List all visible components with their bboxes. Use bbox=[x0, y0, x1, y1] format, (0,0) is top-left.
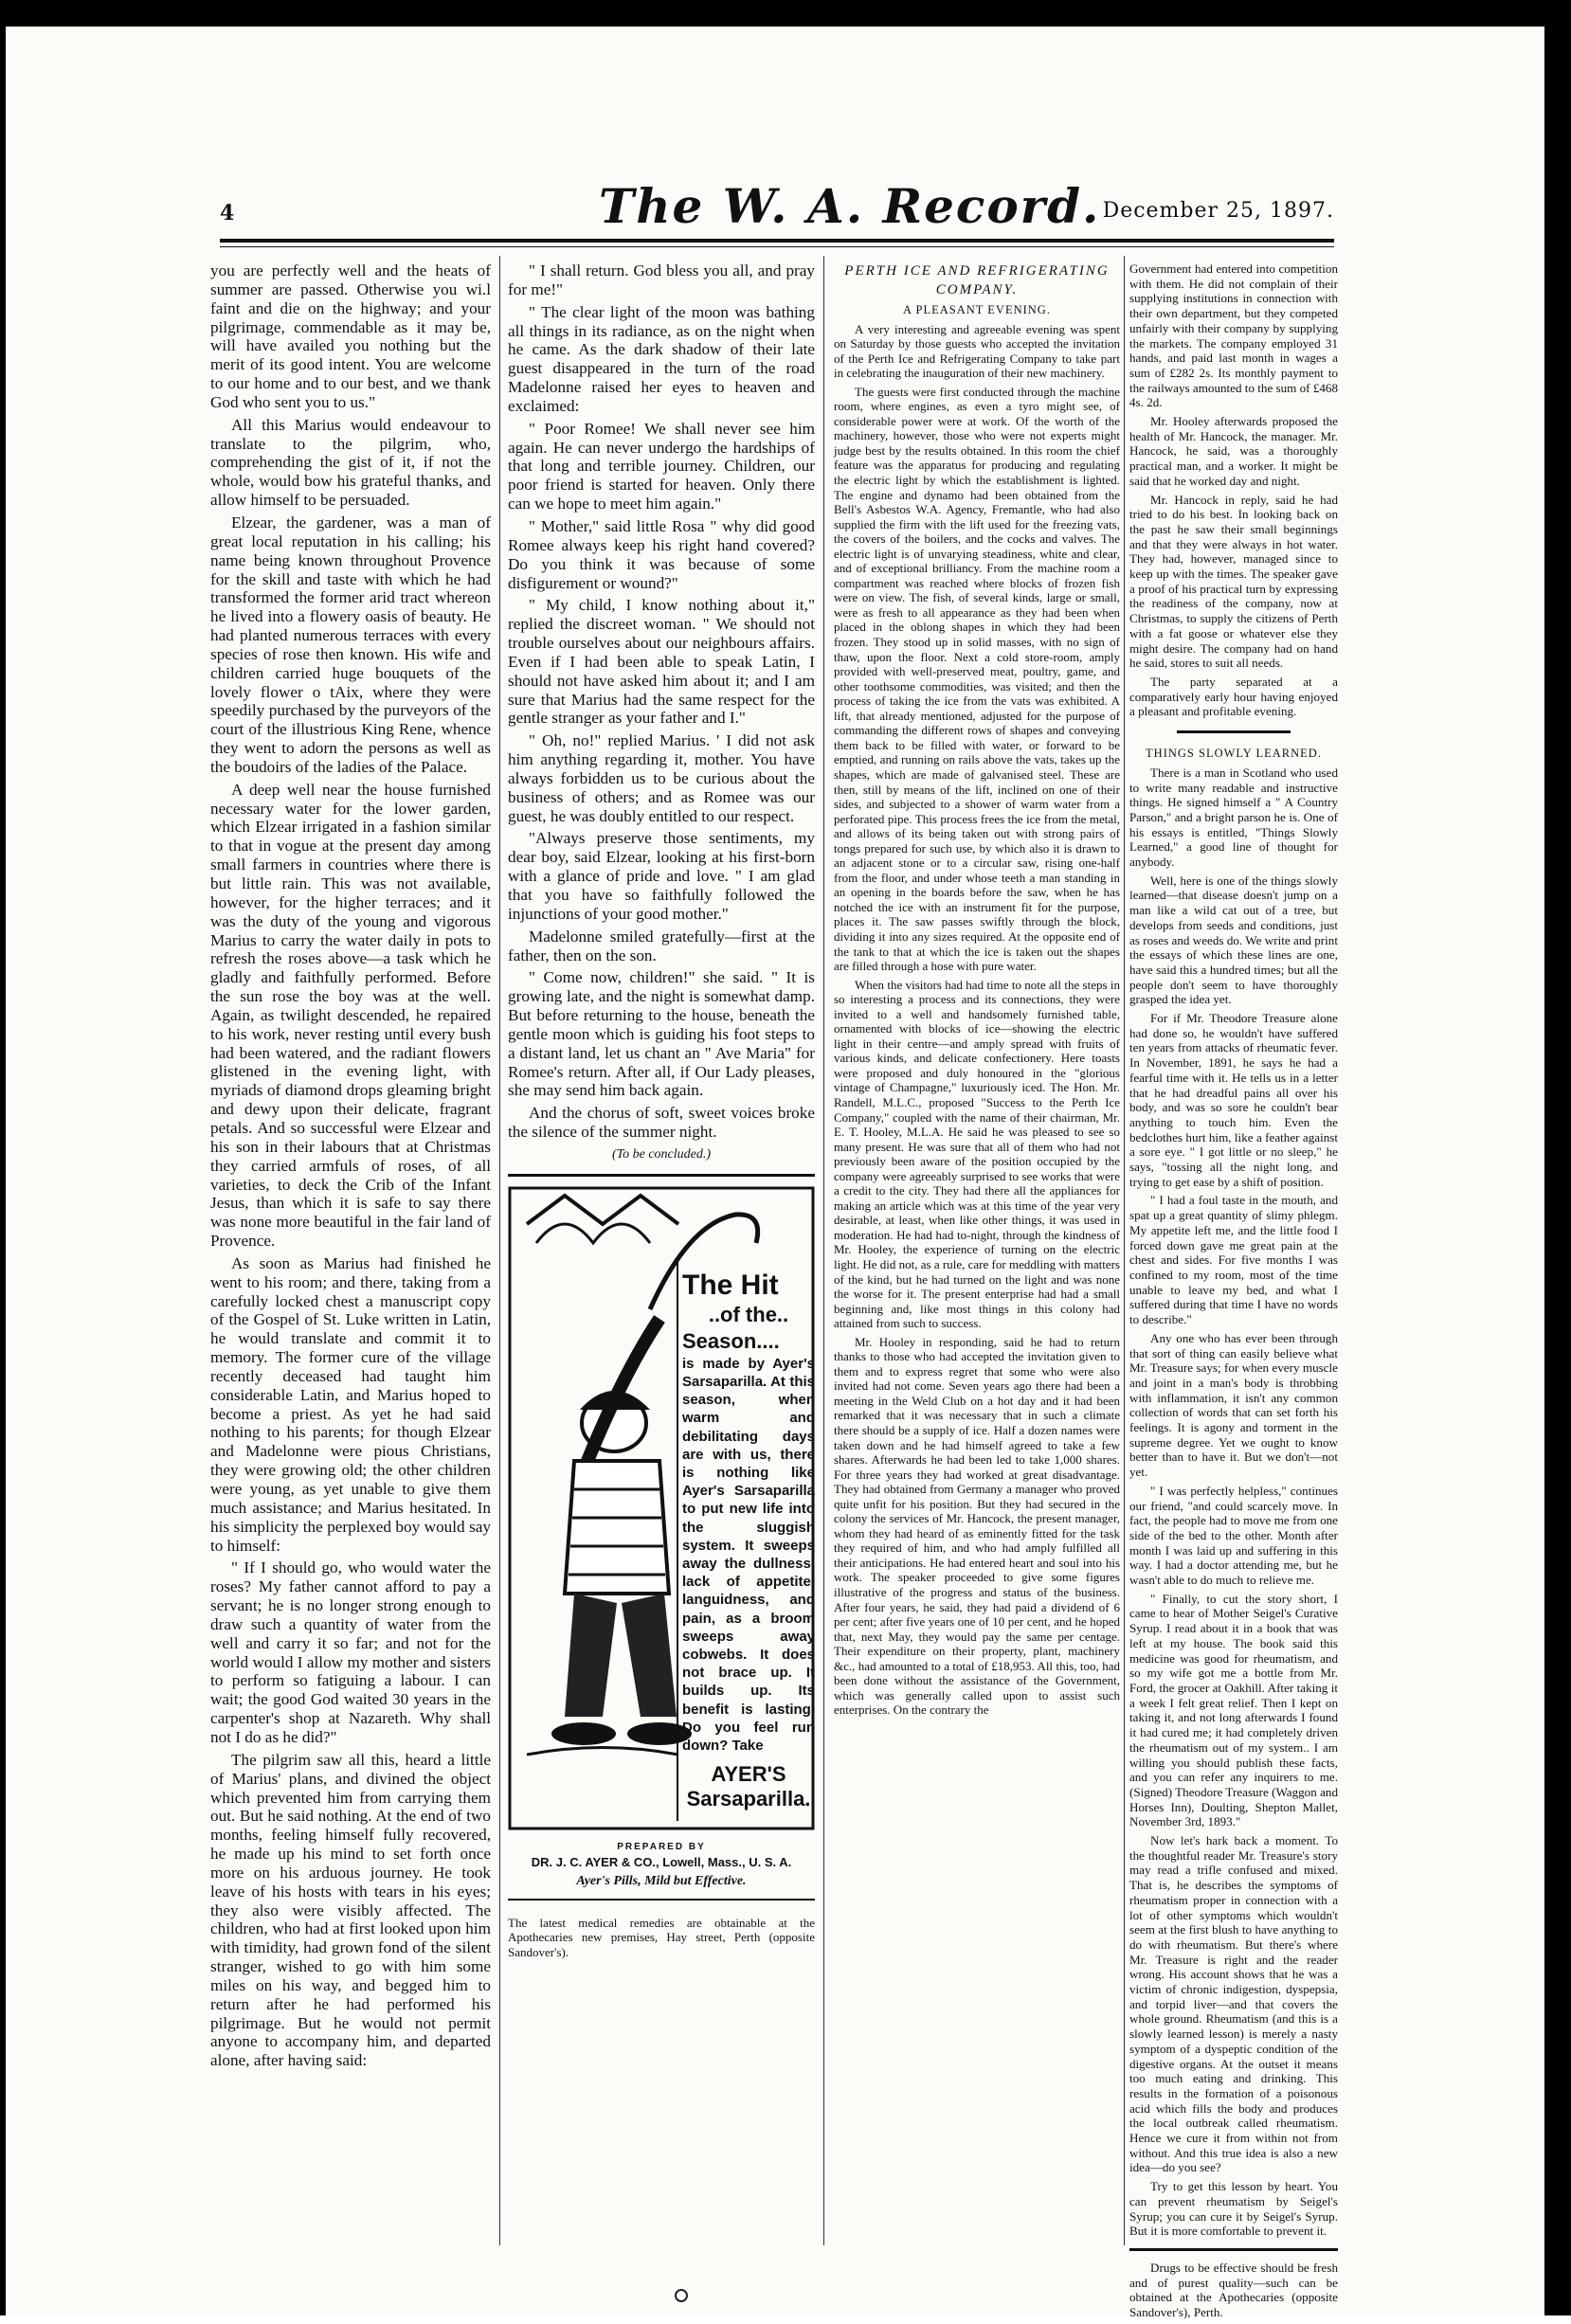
paragraph: " If I should go, who would water the roses? My father cannot afford to pay a servant; he is no longer strong enough to draw such a quantity of water from the well and carry it so far; and not for the world would I allow my mother and sisters to perform so fatiguing a labour. I can wait; the good God waited 30 years in the carpenter's shop at Nazareth. Why shall not I do as he did?" bbox=[210, 1558, 491, 1746]
paragraph: " Come now, children!" she said. " It is growing late, and the night is somewhat damp. But before returning to the house, beneath the gentle moon which is guiding his foot steps to a distant land, let us chant an " Ave Maria" for Romee's return. After all, if Our Lady pleases, she may send him back again. bbox=[508, 968, 815, 1100]
ayers-sarsaparilla-ad bbox=[508, 1186, 815, 1961]
paragraph: " I shall return. God bless you all, and pray for me!" bbox=[508, 261, 815, 298]
paragraph: " Oh, no!" replied Marius. ' I did not ask him anything regarding it, mother. You have always forbidden us to be curious about the business of others; and as Romee was our guest, he was doubly entitled to our respect. bbox=[508, 731, 815, 825]
paragraph: " My child, I know nothing about it," replied the discreet woman. " We should not trouble ourselves about our neighbours affairs. Even if I had been able to speak Latin, I should not have asked him about it; and I am sure that Marius had the same respect for the gentle stranger as your father and I." bbox=[508, 596, 815, 728]
printer-mark-icon bbox=[675, 2289, 688, 2302]
column-3 bbox=[834, 261, 1120, 1721]
section-rule bbox=[508, 1174, 815, 1177]
paragraph: " I was perfectly helpless," continues our friend, "and could scarcely move. In fact, the people had to move me from one side of the bed to the other. Month after month I was laid up and suffering in this way. I had a doctor attending me, but he wasn't able to do much to relieve me. bbox=[1129, 1483, 1338, 1588]
paragraph: Madelonne smiled gratefully—first at the father, then on the son. bbox=[508, 927, 815, 964]
paragraph: And the chorus of soft, sweet voices broke the silence of the summer night. bbox=[508, 1104, 815, 1142]
newspaper-title: The W. A. Record. bbox=[599, 178, 1101, 234]
paragraph: The pilgrim saw all this, heard a little of Marius' plans, and divined the object which prevented him from carrying them out. But he said nothing. At the end of two months, feeling himself fully recovered, he made up his mind to set forth once more on his arduous journey. He took leave of his hosts with tears in his eyes; they also were visibly affected. The children, who had at first looked upon him with timidity, had grown fond of the silent stranger, wished to go with him some miles on his way, and begged him to return after he had performed his pilgrimage. But he would not permit anyone to accompany him, and departed alone, after having said: bbox=[210, 1750, 491, 2070]
paragraph: Any one who has ever been through that sort of thing can easily believe what Mr. Treasure says; for when every muscle and joint in a man's body is throbbing with inflammation, it isn't any common collection of words that can set forth his feelings. It is agony and torment in the supreme degree. Yet we ought to know better than to have it. But we don't—not yet. bbox=[1129, 1330, 1338, 1480]
section-rule bbox=[1129, 2248, 1338, 2251]
paragraph: The guests were first conducted through the machine room, where engines, as even a tyro might see, of considerable power were at work. Of the worth of the machinery, however, those who were not experts might judge best by the results obtained. In this room the chief feature was the apparatus for producing and regulating the electric light by which the establishment is lighted. The engine and dynamo had been obtained from the Bell's Asbestos W.A. Agency, Fremantle, who had also supplied the firm with the lift used for the freezing vats, the covers of the boilers, and the cocks and valves. The electric light is of unvarying steadiness, white and clear, and of exceptional brilliancy. From the machine room a compartment was reached where blocks of frozen fish were on view. The fish, of several kinds, large or small, were as fresh to all appearance as they had been when placed in the oblong shapes in which they had been frozen. They stood up in solid masses, with no sign of thaw, upon the floor. Next a cold store-room, amply provided with well-preserved meat, poultry, game, and other toothsome commodities, was visited; and then the process of taking the ice from the vats was exhibited. A lift, that already mentioned, adjusted for the purpose of commanding the different rows of shapes and conveying them back to be filled with water, or forward to be emptied, and running on rails above the vats, takes up the shapes, which are made of galvanised steel. These are then, still by means of the lift, inclined on one of their sides, and subjected to a shower of warm water from a perforated pipe. This process frees the ice from the metal, and allows of its being taken out with strong pairs of tongs prepared for such use, by which also it is drawn to an adjacent stone or to a circular saw, rising one-half from the floor, and under whose teeth a man standing in an opening in the boards before the saw, when he has notched the ice with an instrument fit for the purpose, places it. The saw passes swiftly through the block, dividing it into any sizes required. At the opposite end of the tank to that at which the ice is taken out the shapes are filled through a hose with pure water. bbox=[834, 384, 1120, 974]
ad-headline: The Hit bbox=[682, 1269, 779, 1301]
paragraph: For if Mr. Theodore Treasure alone had done so, he wouldn't have suffered ten years from attacks of rheumatic fever. In November, 1891, he says he had a fearful time with it. He tells us in a letter that he had dreadful pains all over his body, and was so sore he couldn't bear anything to touch him. Even the bedclothes hurt him, like a feather against a sore eye. " I got little or no sleep," he says, "tossing all the night long, and trying to get ease by a shift of position. bbox=[1129, 1011, 1338, 1189]
paragraph: All this Marius would endeavour to translate to the pilgrim, who, comprehending the gist of it, if not the whole, would bow his grateful thanks, and allow himself to be persuaded. bbox=[210, 415, 491, 510]
column-4 bbox=[1129, 261, 1338, 2324]
scan-border-right bbox=[1544, 0, 1571, 2315]
page-number: 4 bbox=[220, 201, 235, 225]
paragraph: Now let's hark back a moment. To the thoughtful reader Mr. Treasure's story may read a trifle confused and mixed. That is, he describes the symptoms of rheumatism proper in connection with a lot of other symptoms which wouldn't seem at the first blush to have anything to do with rheumatism. But there's where Mr. Treasure is right and the reader wrong. His account shows that he was a victim of chronic indigestion, dyspepsia, and torpid liver—and that covers the whole ground. Rheumatism (and this is a slowly learned lesson) is merely a nasty symptom of a dyspeptic condition of the digestive organs. At the outset it means too much eating and drinking. This results in the formation of a poisonous acid which fills the body and produces the local outbreak called rheumatism. Hence we cure it from within not from without. And this true idea is also a new idea—do you see? bbox=[1129, 1833, 1338, 2175]
paragraph: Government had entered into competition with them. He did not complain of their supplying institutions in connection with their own department, but they competed unfairly with their company by supplying the markets. The company employed 31 hands, and paid last month in wages a sum of £282 2s. Its monthly payment to the railways amounted to the sum of £468 4s. 2d. bbox=[1129, 261, 1339, 410]
paragraph: Well, here is one of the things slowly learned—that disease doesn't jump on a man like a wild cat out of a tree, but develops from seeds and conditions, just as roses and weeds do. We write and print the essays of which these lines are one, have said this a hundred times; but all the people don't seem to have thoroughly grasped the idea yet. bbox=[1129, 873, 1338, 1007]
paragraph: Try to get this lesson by heart. You can prevent rheumatism by Seigel's Syrup; you can cure it by Seigel's Syrup. But it is more comfortable to prevent it. bbox=[1129, 2179, 1338, 2239]
article-subheading: A PLEASANT EVENING. bbox=[903, 303, 1051, 316]
paragraph: Mr. Hancock in reply, said he had tried to do his best. In looking back on the past he saw their small beginnings and that they were always in hot water. They had, however, managed since to keep up with the times. The speaker gave a proof of his practical turn by expressing the readiness of the company, now at Christmas, to supply the citizens of Perth with a fat goose or whatever else they might desire. The company had on hand he said, stores to suit all needs. bbox=[1129, 492, 1338, 671]
paragraph: "Always preserve those sentiments, my dear boy, said Elzear, looking at his first-born with a glance of pride and love. " I am glad that you have so faithfully followed the injunctions of your good mother." bbox=[508, 829, 815, 923]
masthead-rule bbox=[220, 239, 1334, 243]
paragraph: Mr. Hooley afterwards proposed the health of Mr. Hancock, the manager. Mr. Hancock, he said, was a thoroughly practical man, and a worker. It might be said that he worked day and night. bbox=[1129, 414, 1338, 488]
paragraph: Mr. Hooley in responding, said he had to return thanks to those who had accepted the invitation given to them and to express regret that some who were also invited had not come. Seven years ago there had been a meeting in the Weld Club on a hot day and it had been remarked that it was necessary that in such a climate there should be a supply of ice. Half a dozen names were taken down and he had himself agreed to take a few shares. Afterwards he had been led to take 1,000 shares. For three years they had worked at great disadvantage. They had obtained from Germany a manager who proved quite unfit for his position. But they had secured in the colony the services of Mr. Hancock, the present manager, whom they had heard of as eminently fitted for the task they required of him, and who had amply fulfilled all their anticipations. He had entered heart and soul into his work. The speaker proceeded to give some figures illustrative of the progress and status of the business. After four years, he said, they had paid a dividend of 6 per cent; after five years one of 10 per cent, and he hoped that, next May, they would pay the same per centage. Their expenditure on their property, plant, machinery &c., had amounted to a total of £18,953. All this, too, had been done without the assistance of the Government, which was generally called upon to assist such enterprises. On the contrary the bbox=[834, 1334, 1120, 1718]
paragraph: A very interesting and agreeable evening was spent on Saturday by those guests who accepted the invitation of the Perth Ice and Refrigerating Company to take part in celebrating the inauguration of their new machinery. bbox=[834, 321, 1120, 381]
paragraph: The party separated at a comparatively early hour having enjoyed a pleasant and profitable evening. bbox=[1129, 674, 1338, 719]
column-divider bbox=[1124, 256, 1125, 2245]
masthead bbox=[220, 178, 1334, 244]
ad-brand-line2: Sarsaparilla. bbox=[686, 1786, 811, 1811]
paragraph: " Finally, to cut the story short, I came to hear of Mother Seigel's Curative Syrup. I read about it in a book that was left at my house. The book said this medicine was good for rheumatism, and so my wife got me a bottle from Mr. Ford, the grocer at Oakhill. After taking it a week I felt great relief. Then I kept on taking it, and not long afterwards I found it had cured me; it had completely driven the rheumatism out of my system.. I am willing you should publish these facts, and you can refer any inquirers to me. (Signed) Theodore Treasure (Waggon and Horses Inn), Doulting, Shepton Mallet, November 3rd, 1893." bbox=[1129, 1591, 1338, 1829]
ad-pills-slogan: Ayer's Pills, Mild but Effective. bbox=[576, 1873, 747, 1888]
paragraph: " I had a foul taste in the mouth, and spat up a great quantity of slimy phlegm. My appetite left me, and the little food I forced down gave me great pain at the chest and sides. For five months I was confined to my room, most of the time unable to leave my bed, and what I suffered during that time I have no words to describe." bbox=[1129, 1193, 1338, 1327]
paragraph: When the visitors had had time to note all the steps in so interesting a process and its connections, they were invited to a well and handsomely furnished table, ornamented with blocks of ice—showing the electric light in their centre—and amply spread with fruits of various kinds, and delicate confectionery. Here toasts were proposed and duly honoured in the "glorious vintage of Champagne," luxuriously iced. The Hon. Mr. Randell, M.L.C., proposed "Success to the Perth Ice Company," coupled with the name of their chairman, Mr. E. T. Hooley, M.L.A. He said he was pleased to see so many present. He was sure that all of them who had not previously been aware of the position occupied by the company were agreeably surprised to see works that were a credit to the city. They had there all the appliances for making an article which was at this time of the year very desirable, at least, when like other things, it was used in moderation. He had had to-night, through the kindness of Mr. Hooley, the experience of turning on the electric light. He did not, as a rule, care for meddling with matters of the kind, but he had turned on the light and was none the worse for it. The present enterprise had had a small beginning and, like most things in this colony had attained from such to success. bbox=[834, 977, 1120, 1331]
ad-headline-2: ..of the.. bbox=[708, 1302, 789, 1326]
article-heading: THINGS SLOWLY LEARNED. bbox=[1146, 747, 1322, 761]
scan-border-top bbox=[0, 0, 1571, 27]
ad-rule bbox=[508, 1899, 815, 1901]
ad-footnote: The latest medical remedies are obtainable at the Apothecaries new premises, Hay street, Perth (opposite Sandover's). bbox=[508, 1915, 815, 1959]
paragraph: Drugs to be effective should be fresh and of purest quality—such can be obtained at the Apothecaries (opposite Sandover's), Perth. bbox=[1129, 2261, 1338, 2320]
paragraph: Elzear, the gardener, was a man of great local reputation in his calling; his name being known throughout Provence for the skill and taste with which he had transformed the former arid tract whereon he lived into a flowery oasis of beauty. He had planted numerous terraces with every species of rose then known. His wife and children carried huge bouquets of the lovely flower o tAix, where they were speedily purchased by the purveyors of the court of the illustrious King Rene, whence they went to adorn the persons as well as the boudoirs of the ladies of the Palace. bbox=[210, 513, 491, 776]
issue-date: December 25, 1897. bbox=[1102, 199, 1334, 223]
column-2 bbox=[508, 261, 815, 1961]
paragraph: As soon as Marius had finished he went to his room; and there, taking from a carefully locked chest a manuscript copy of the Gospel of St. Luke written in Latin, he would translate and commit it to memory. The former cure of the village recently deceased had taught him considerable Latin, and Marius hoped to become a priest. As yet he had said nothing to his parents; for though Elzear and Madelonne were pious Christians, they were growing old; the other children were young, as yet unable to give them much assistance; and Marius hesitated. In his simplicity the perplexed boy would say to himself: bbox=[210, 1253, 491, 1555]
column-divider bbox=[499, 256, 500, 2245]
paragraph: There is a man in Scotland who used to write many readable and instructive things. He signed himself a " A Country Parson," and a bright parson he is. One of his essays is entitled, "Things Slowly Learned," a good line of thought for anybody. bbox=[1129, 765, 1338, 870]
ad-body: is made by Ayer's Sarsaparilla. At this season, when warm and debilitating days are with us, there is nothing like Ayer's Sarsaparilla to put new life into the sluggish system. It sweeps away the dullness, lack of appetite, languidness, and pain, as a broom sweeps away cobwebs. It does not brace up. It builds up. Its benefit is lasting. Do you feel run down? Take bbox=[682, 1355, 815, 1755]
article-heading: PERTH ICE AND REFRIGERATING COMPANY. bbox=[844, 263, 1110, 297]
paragraph: " Poor Romee! We shall never see him again. He can never undergo the hardships of that long and terrible journey. Children, our poor friend is started for heaven. Only there can we hope to meet him again." bbox=[508, 419, 815, 513]
ad-brand-line1: AYER'S bbox=[711, 1761, 786, 1786]
paragraph: " The clear light of the moon was bathing all things in its radiance, as on the night when he came. As the dark shadow of their late guest disappeared in the turn of the road Madelonne raised her eyes to heaven and exclaimed: bbox=[508, 302, 815, 415]
ad-headline-3: Season.... bbox=[682, 1328, 780, 1353]
column-divider bbox=[823, 256, 824, 2245]
paragraph: you are perfectly well and the heats of summer are passed. Otherwise you wi.l faint and die on the highway; and your pilgrimage, commendable as it may be, will have availed you nothing but the merit of its good intent. You are welcome to our home and to our best, and we thank God who sent you to us." bbox=[210, 261, 491, 411]
ad-copy bbox=[682, 1270, 815, 1755]
paragraph: A deep well near the house furnished necessary water for the lower garden, which Elzear irrigated in a fashion similar to that in vogue at the present day among small farmers in countries where there is but little rain. This was not available, however, for the higher terraces; and it was the duty of the young and vigorous Marius to carry the water daily in pots to refresh the roses above—a task which he gladly and faithfully performed. Before the sun rose the boy was at the well. Again, as twilight descended, he repaired to his work, never resting until every bush had been watered, and the radiant flowers glistened in the evening light, with myriads of diamond drops gleaming bright and dewy upon their delicate, fragrant petals. And so successful were Elzear and his son in their labours that at Christmas they carried armfuls of roses, of all varieties, to deck the Crib of the Infant Jesus, than which it is safe to say there was none more beautiful in the fair land of Provence. bbox=[210, 780, 491, 1251]
scan-border-left bbox=[0, 0, 6, 2315]
paragraph: " Mother," said little Rosa " why did good Romee always keep his right hand covered? Do you think it was because of some disfigurement or wound?" bbox=[508, 516, 815, 592]
to-be-concluded-note: (To be concluded.) bbox=[611, 1146, 712, 1162]
ad-brand bbox=[682, 1762, 815, 1811]
ad-maker: DR. J. C. AYER & CO., Lowell, Mass., U. S. A. bbox=[531, 1854, 792, 1869]
column-1 bbox=[210, 261, 491, 2074]
masthead-rule-thin bbox=[220, 246, 1334, 247]
ad-prepared-by: PREPARED BY bbox=[617, 1841, 706, 1852]
section-rule bbox=[1177, 730, 1291, 733]
